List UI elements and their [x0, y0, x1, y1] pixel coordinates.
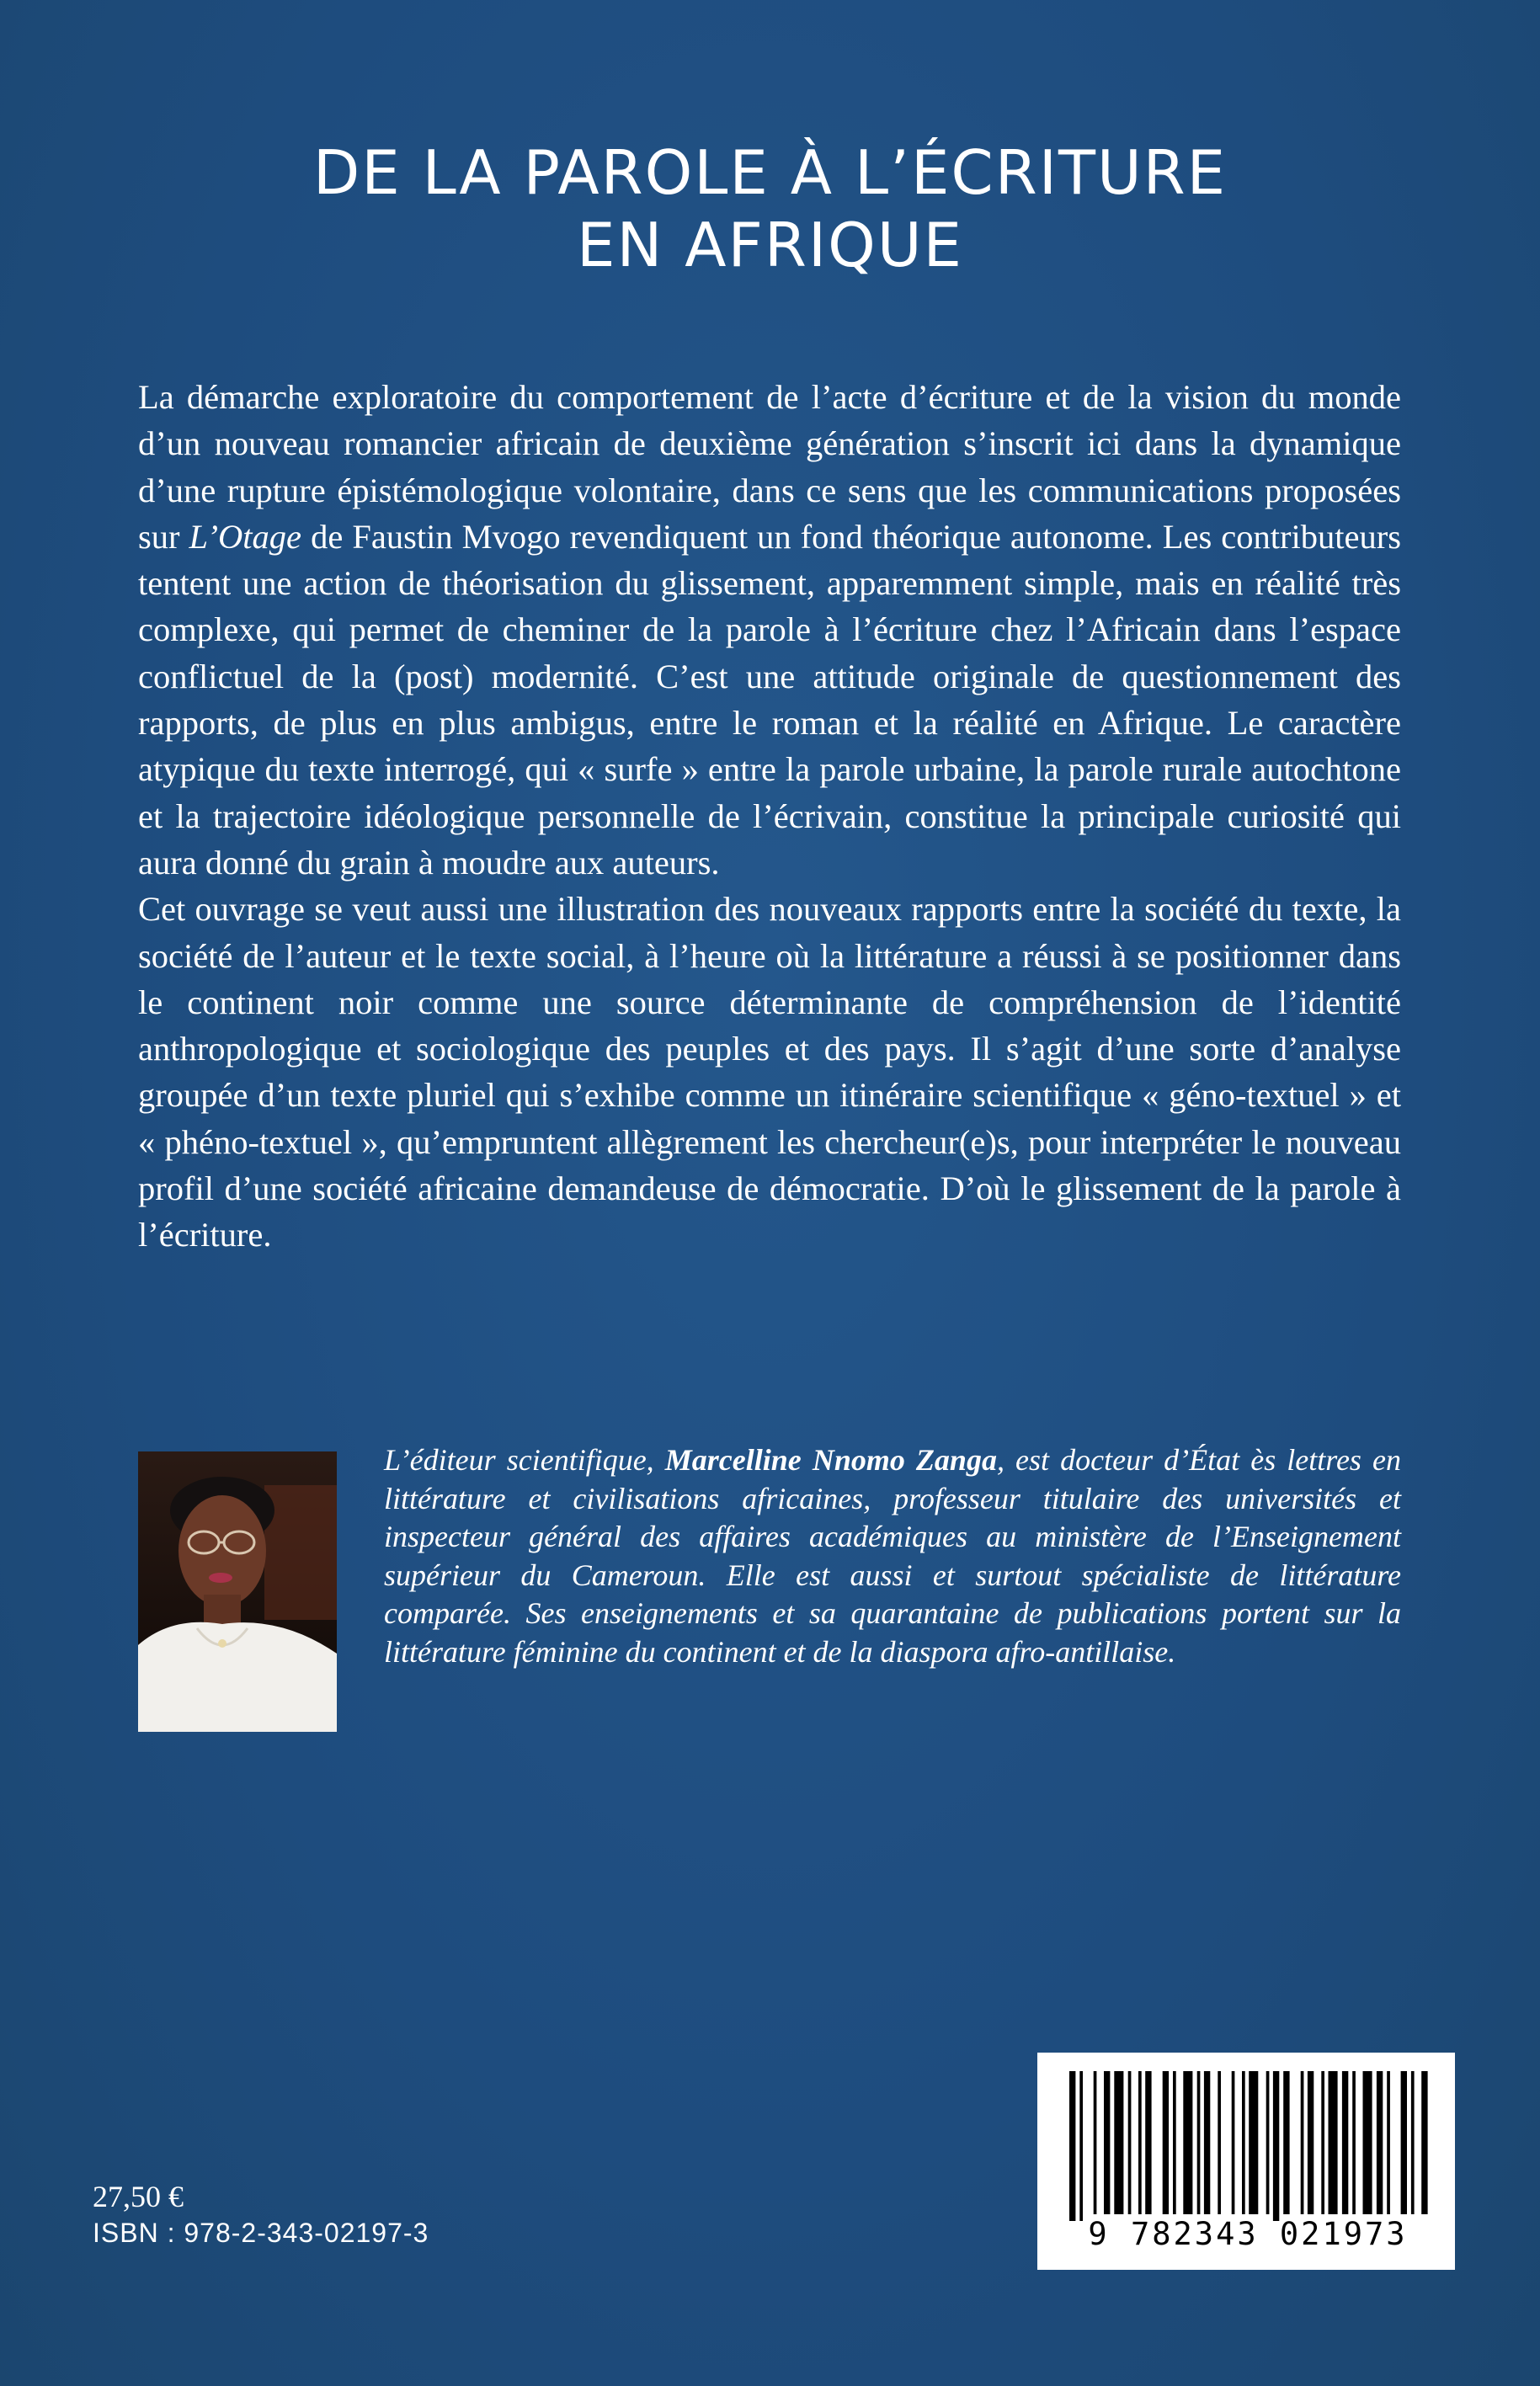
- barcode-bar: [1138, 2071, 1142, 2214]
- barcode-bar: [1377, 2071, 1383, 2214]
- barcode-bar: [1342, 2071, 1348, 2214]
- barcode: [1037, 2053, 1455, 2270]
- author-bio: L’éditeur scientifique, Marcelline Nnomo Zanga, est docteur d’État ès lettres en littérature et civilisations africaines, professeur titulaire des universités et inspecteur général des affaires académiques au ministère de l’Enseignement supérieur du Cameroun. Elle est aussi et surtout spécialiste de littérature comparée. Ses enseignements et sa quarantaine de publications portent sur la littérature féminine du continent et de la diaspora afro-antillaise.: [384, 1443, 1401, 1669]
- barcode-bar: [1069, 2071, 1075, 2221]
- barcode-bar: [1273, 2071, 1279, 2221]
- barcode-bar: [1242, 2071, 1245, 2214]
- barcode-bar: [1218, 2071, 1221, 2214]
- book-title-line-2: EN AFRIQUE: [576, 210, 964, 280]
- blurb-paragraph-1: La démarche exploratoire du comportement de l’acte d’écriture et de la vision du monde d’un nouveau romancier africain de deuxième génération s’inscrit ici dans la dynamique d’une rupture épistémologique volontaire, dans ce sens que les communications proposées sur L’Otage de Faustin Mvogo revendiquent un fond théorique autonome. Les contributeurs tentent une action de théorisation du glissement, apparemment simple, mais en réalité très complexe, qui permet de cheminer de la parole à l’écriture chez l’Africain dans l’espace conflictuel de la (post) modernité. C’est une attitude originale de questionnement des rapports, de plus en plus ambigus, entre le roman et la réalité en Afrique. Le caractère atypique du texte interrogé, qui « surfe » entre la parole urbaine, la parole rurale autochtone et la trajectoire idéologique personnelle de l’écrivain, constitue la principale curiosité qui aura donné du grain à moudre aux auteurs.: [138, 378, 1402, 881]
- barcode-bar: [1352, 2071, 1356, 2214]
- barcode-bar: [1079, 2071, 1083, 2221]
- barcode-bar: [1363, 2071, 1372, 2214]
- author-photo: [138, 1451, 337, 1732]
- barcode-bar: [1321, 2071, 1324, 2214]
- barcode-bar: [1232, 2071, 1235, 2214]
- book-title-line-1: DE LA PAROLE À L’ÉCRITURE: [312, 137, 1228, 208]
- barcode-bar: [1266, 2071, 1270, 2214]
- barcode-bar: [1401, 2071, 1407, 2214]
- barcode-bar: [1094, 2071, 1097, 2214]
- barcode-bar: [1411, 2071, 1415, 2214]
- price: 27,50 €: [93, 2180, 184, 2213]
- barcode-bar: [1163, 2071, 1169, 2214]
- barcode-bar: [1145, 2071, 1151, 2214]
- barcode-bar: [1197, 2071, 1201, 2214]
- barcode-bar: [1283, 2071, 1289, 2214]
- blurb-paragraph-2: Cet ouvrage se veut aussi une illustration des nouveaux rapports entre la société du texte, la société de l’auteur et le texte social, à l’heure où la littérature a réussi à se positionner dans le continent noir comme une source déterminante de compréhension de l’identité anthropologique et sociologique des peuples et des pays. Il s’agit d’une sorte d’analyse groupée d’un texte pluriel qui s’exhibe comme un itinéraire scientifique « géno-textuel » et « phéno-textuel », qu’empruntent allègrement les chercheur(e)s, pour interpréter le nouveau profil d’une société africaine demandeuse de démocratie. D’où le glissement de la parole à l’écriture.: [138, 890, 1401, 1254]
- barcode-bar: [1173, 2071, 1176, 2214]
- barcode-bar: [1183, 2071, 1192, 2214]
- barcode-bar: [1421, 2071, 1427, 2214]
- barcode-bar: [1329, 2071, 1338, 2214]
- barcode-bar: [1308, 2071, 1314, 2214]
- barcode-bar: [1387, 2071, 1390, 2214]
- barcode-bar: [1249, 2071, 1258, 2214]
- barcode-bar: [1204, 2071, 1210, 2214]
- barcode-digits: 9 782343 021973: [1088, 2216, 1408, 2252]
- book-title: [0, 136, 1540, 281]
- barcode-bar: [1301, 2071, 1304, 2214]
- blurb: [138, 374, 1401, 1259]
- barcode-bar: [1128, 2071, 1132, 2214]
- barcode-bar: [1114, 2071, 1123, 2214]
- author-name: Marcelline Nnomo Zanga: [664, 1443, 997, 1477]
- barcode-bar: [1104, 2071, 1110, 2214]
- novel-title: L’Otage: [189, 517, 302, 556]
- isbn: ISBN : 978-2-343-02197-3: [93, 2218, 429, 2248]
